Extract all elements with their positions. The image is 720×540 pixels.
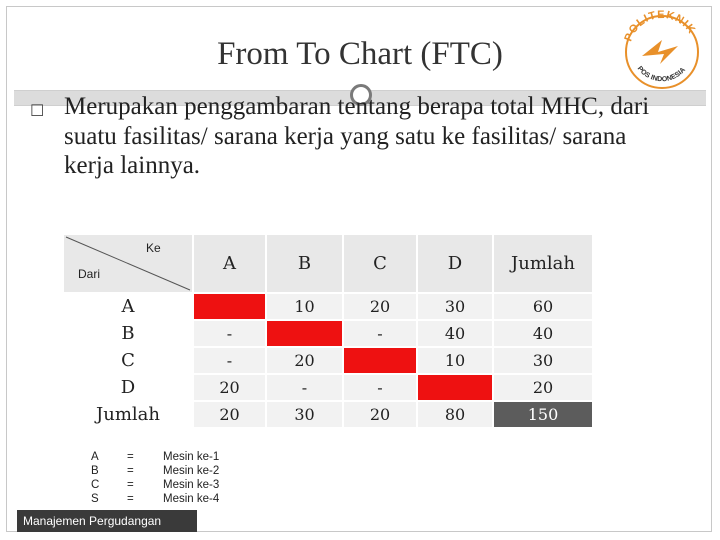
- row-header: C: [63, 347, 193, 374]
- legend-key: B: [91, 465, 99, 477]
- column-header: A: [193, 234, 266, 293]
- table-row: [63, 347, 593, 374]
- diagonal-cell: [417, 374, 493, 401]
- table-cell: 30: [417, 293, 493, 320]
- table-row: [63, 374, 593, 401]
- total-row-header: Jumlah: [63, 401, 193, 428]
- legend-equals: =: [127, 493, 134, 505]
- from-to-chart-table: [62, 233, 594, 429]
- row-header: A: [63, 293, 193, 320]
- table-row: [63, 293, 593, 320]
- legend-key: S: [91, 493, 99, 505]
- corner-to-label: Ke: [146, 241, 161, 255]
- diagonal-cell: [343, 347, 417, 374]
- header-row: [63, 234, 593, 293]
- row-header: D: [63, 374, 193, 401]
- bullet-icon: ☐: [30, 103, 45, 120]
- table-cell: -: [266, 374, 343, 401]
- table-cell: 10: [266, 293, 343, 320]
- table-cell: 20: [343, 293, 417, 320]
- table-cell: 10: [417, 347, 493, 374]
- diagonal-cell: [193, 293, 266, 320]
- slide-title: From To Chart (FTC): [217, 36, 503, 72]
- row-total-cell: 60: [493, 293, 593, 320]
- legend-equals: =: [127, 465, 134, 477]
- legend-key: A: [91, 451, 99, 463]
- row-total-cell: 30: [493, 347, 593, 374]
- legend-value: Mesin ke-1: [163, 451, 220, 463]
- table-cell: 40: [417, 320, 493, 347]
- total-row: [63, 401, 593, 428]
- column-header: C: [343, 234, 417, 293]
- legend-value: Mesin ke-4: [163, 493, 220, 505]
- column-total-cell: 80: [417, 401, 493, 428]
- table-row: [63, 320, 593, 347]
- footer-label: Manajemen Pergudangan: [17, 510, 197, 532]
- column-header: B: [266, 234, 343, 293]
- legend-value: Mesin ke-2: [163, 465, 220, 477]
- table-cell: -: [193, 320, 266, 347]
- table-corner: [63, 234, 193, 293]
- table-cell: -: [343, 320, 417, 347]
- grand-total-cell: 150: [493, 401, 593, 428]
- bullet-text: Merupakan penggambaran tentang berapa total MHC, dari suatu fasilitas/ sarana kerja yang satu ke fasilitas/ sarana kerja lainnya.: [64, 93, 650, 179]
- corner-diagonal: [64, 235, 194, 292]
- bullet-paragraph: [30, 92, 670, 181]
- column-total-cell: 20: [193, 401, 266, 428]
- diagonal-cell: [266, 320, 343, 347]
- table-cell: 20: [266, 347, 343, 374]
- logo-bottom-text: POS INDONESIA: [635, 65, 688, 84]
- legend-key: C: [91, 479, 100, 491]
- table-cell: -: [193, 347, 266, 374]
- corner-from-label: Dari: [78, 267, 101, 281]
- legend-value: Mesin ke-3: [163, 479, 220, 491]
- legend-equals: =: [127, 451, 134, 463]
- logo-top-text: POLITEKNIK: [622, 10, 698, 44]
- column-total-cell: 20: [343, 401, 417, 428]
- row-total-cell: 40: [493, 320, 593, 347]
- row-total-cell: 20: [493, 374, 593, 401]
- column-header: D: [417, 234, 493, 293]
- column-header: Jumlah: [493, 234, 593, 293]
- column-total-cell: 30: [266, 401, 343, 428]
- legend-equals: =: [127, 479, 134, 491]
- table-cell: 20: [193, 374, 266, 401]
- row-header: B: [63, 320, 193, 347]
- table-cell: -: [343, 374, 417, 401]
